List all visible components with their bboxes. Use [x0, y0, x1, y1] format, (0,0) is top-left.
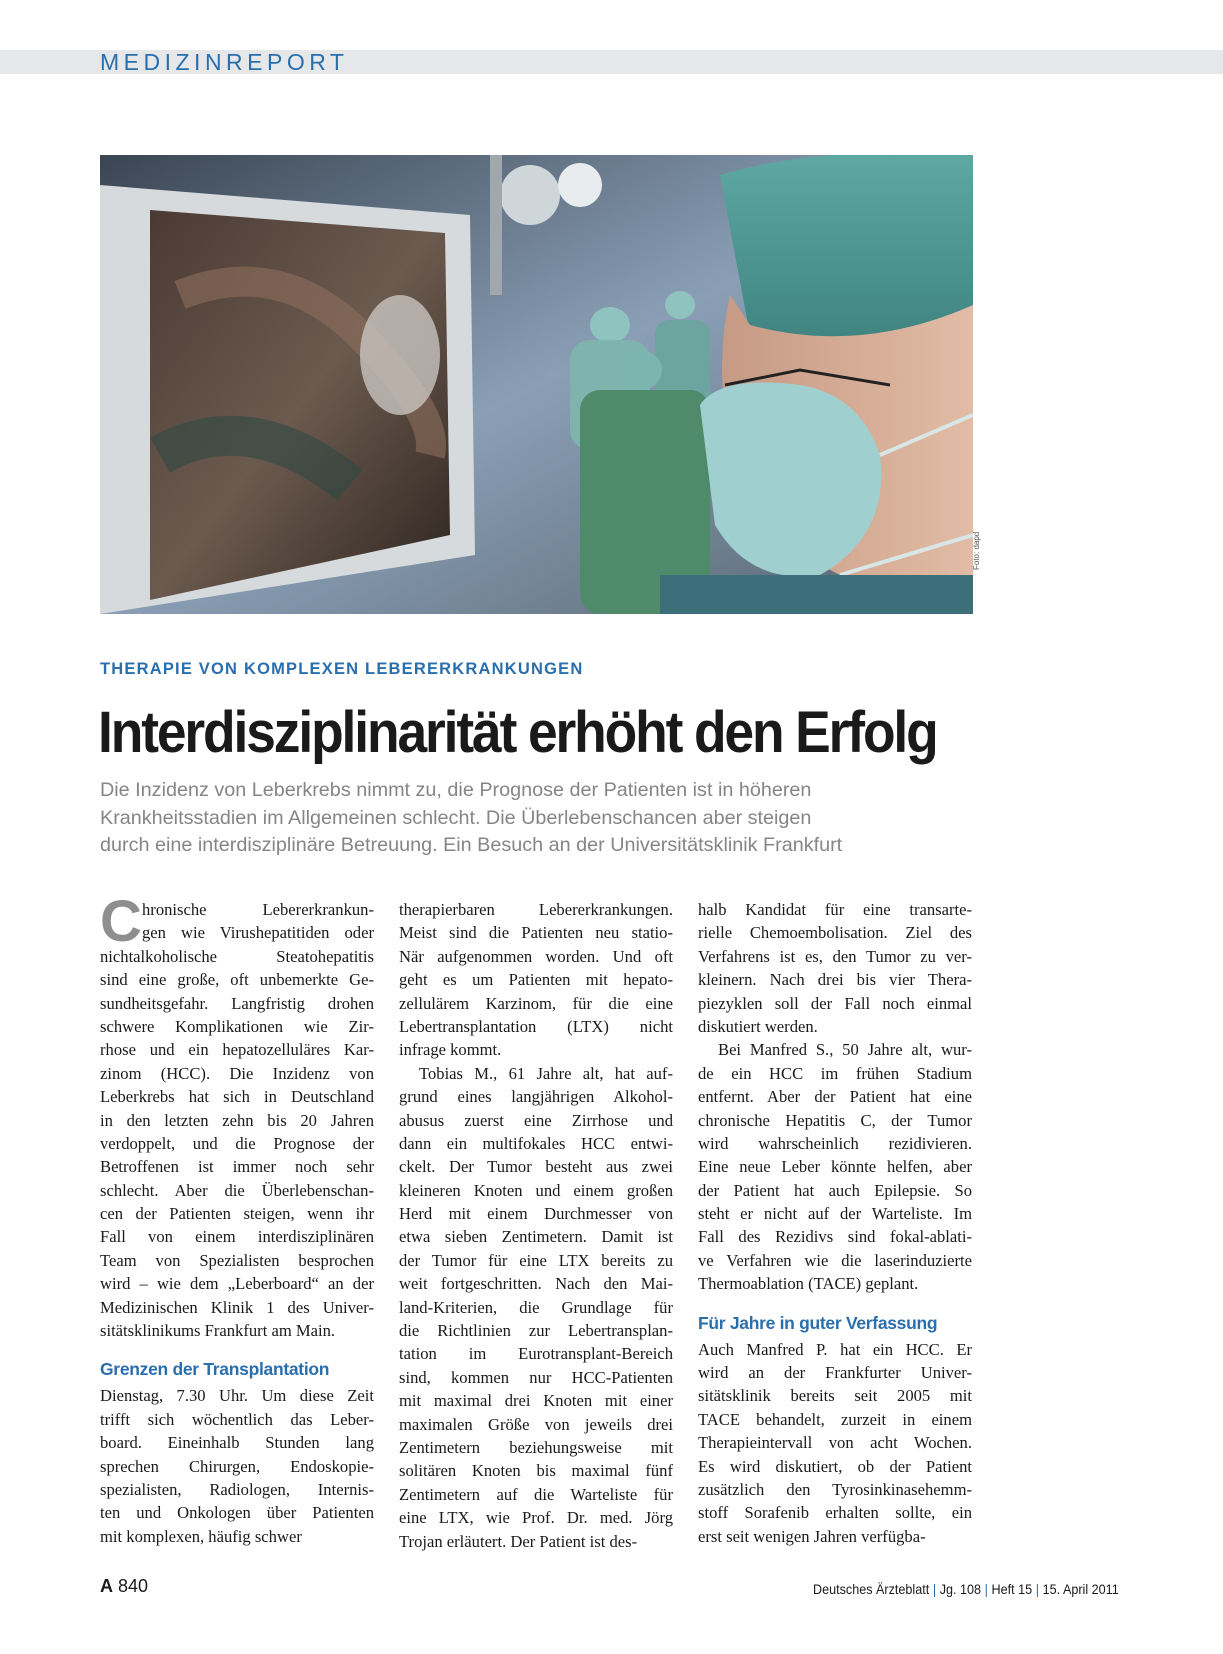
- subheading: Grenzen der Transplantation: [100, 1359, 330, 1380]
- paragraph: [399, 898, 673, 1062]
- text-line: stoff Sorafenib erhalten sollte, ein: [698, 1503, 972, 1523]
- text-line: TACE behandelt, zurzeit in einem: [698, 1409, 972, 1429]
- section-label: MEDIZINREPORT: [100, 49, 349, 75]
- text-line: Therapieintervall von acht Wochen.: [698, 1433, 972, 1453]
- text-line: Fall von einem interdisziplinären: [100, 1227, 374, 1247]
- text-line: chronische Hepatitis C, der Tumor: [698, 1110, 972, 1130]
- article-kicker: THERAPIE VON KOMPLEXEN LEBERERKRANKUNGEN: [100, 660, 584, 678]
- text-line: tation im Eurotransplant-Bereich: [399, 1344, 673, 1364]
- text-line: Lebertransplantation (LTX) nicht: [399, 1016, 673, 1036]
- text-line: steht er nicht auf der Warteliste. Im: [698, 1204, 972, 1224]
- separator: |: [933, 1581, 937, 1597]
- paragraph: [698, 1338, 972, 1549]
- text-line: verdoppelt, und die Prognose der: [100, 1133, 374, 1153]
- text-line: board. Eineinhalb Stunden lang: [100, 1433, 374, 1453]
- text-line: Tobias M., 61 Jahre alt, hat auf-: [419, 1063, 673, 1083]
- text-line: Leberkrebs hat sich in Deutschland: [100, 1087, 374, 1107]
- text-line: Es wird diskutiert, ob der Patient: [698, 1456, 972, 1476]
- journal-date: 15. April 2011: [1042, 1581, 1119, 1597]
- text-line: Verfahrens ist es, den Tumor zu ver-: [698, 946, 972, 966]
- journal-name: Deutsches Ärzteblatt: [813, 1581, 930, 1597]
- article-intro: [100, 777, 980, 860]
- text-line: Auch Manfred P. hat ein HCC. Er: [698, 1339, 972, 1359]
- text-line: Meist sind die Patienten neu statio-: [399, 923, 673, 943]
- text-line: Betroffenen ist immer noch sehr: [100, 1157, 374, 1177]
- text-line: Herd mit einem Durchmesser von: [399, 1204, 673, 1224]
- text-line: Zentimetern auf die Warteliste für: [399, 1484, 673, 1504]
- text-line: rhose und ein hepatozelluläres Kar-: [100, 1040, 374, 1060]
- footer-info: [813, 1581, 1119, 1597]
- text-line: sind, kommen nur HCC-Patienten: [399, 1367, 673, 1387]
- article-headline: Interdisziplinarität erhöht den Erfolg: [98, 700, 937, 765]
- text-line: Medizinischen Klinik 1 des Univer-: [100, 1297, 374, 1317]
- text-line: ckelt. Der Tumor besteht aus zwei: [399, 1157, 673, 1177]
- text-column-1: [100, 889, 374, 1548]
- text-line: hronische Lebererkrankun-: [142, 900, 374, 919]
- text-line: zusätzlich den Tyrosinkinasehemm-: [698, 1479, 972, 1499]
- text-line: wird wahrscheinlich rezidivieren.: [698, 1133, 972, 1153]
- page-number-value: 840: [118, 1576, 149, 1596]
- text-line: der Patient hat auch Epilepsie. So: [698, 1180, 972, 1200]
- text-line: therapierbaren Lebererkrankungen.: [399, 900, 673, 919]
- text-line: sitätsklinikums Frankfurt am Main.: [100, 1321, 336, 1341]
- text-line: grund eines langjährigen Alkohol-: [399, 1087, 673, 1107]
- text-line: mit komplexen, häufig schwer: [100, 1526, 302, 1546]
- text-line: När aufgenommen worden. Und oft: [399, 946, 673, 966]
- intro-line: durch eine interdisziplinäre Betreuung. Ein Besuch an der Universitätsklinik Frankfurt: [100, 834, 843, 856]
- text-line: mit maximal drei Knoten mit einer: [399, 1391, 673, 1411]
- text-line: erst seit wenigen Jahren verfügba-: [698, 1526, 926, 1546]
- text-line: zinom (HCC). Die Inzidenz von: [100, 1063, 374, 1083]
- drop-cap: C: [100, 889, 142, 954]
- text-line: land-Kriterien, die Grundlage für: [399, 1297, 673, 1317]
- journal-issue: Heft 15: [991, 1581, 1033, 1597]
- text-line: entfernt. Aber der Patient hat eine: [698, 1087, 972, 1107]
- text-line: sitätsklinik bereits seit 2005 mit: [698, 1386, 972, 1406]
- text-line: dann ein multifokales HCC entwi-: [399, 1133, 673, 1153]
- text-line: halb Kandidat für eine transarte-: [698, 900, 972, 919]
- paragraph: [698, 898, 972, 1038]
- text-line: weit fortgeschritten. Nach den Mai-: [399, 1274, 673, 1294]
- text-line: wird – wie dem „Leberboard“ an der: [100, 1274, 374, 1294]
- text-line: kleinern. Nach drei bis vier Thera-: [698, 970, 972, 990]
- text-line: etwa sieben Zentimetern. Damit ist: [399, 1227, 673, 1247]
- text-line: zellulärem Karzinom, für die eine: [399, 993, 673, 1013]
- text-line: sundheitsgefahr. Langfristig drohen: [100, 993, 374, 1013]
- page-prefix: A: [100, 1576, 113, 1596]
- paragraph: [698, 1038, 972, 1295]
- text-line: geht es um Patienten mit hepato-: [399, 970, 673, 990]
- text-line: cen der Patienten steigen, wenn ihr: [100, 1204, 374, 1224]
- separator: |: [1035, 1581, 1040, 1597]
- paragraph: [100, 889, 374, 1342]
- text-line: Team von Spezialisten besprochen: [100, 1250, 374, 1270]
- text-line: wird an der Frankfurter Univer-: [698, 1363, 972, 1383]
- article-photo: [100, 155, 973, 614]
- text-line: ve Verfahren wie die laserinduzierte: [698, 1250, 972, 1270]
- text-line: Bei Manfred S., 50 Jahre alt, wur-: [718, 1040, 972, 1060]
- journal-volume: Jg. 108: [939, 1581, 982, 1597]
- text-line: Eine neue Leber könnte helfen, aber: [698, 1157, 972, 1177]
- text-line: in den letzten zehn bis 20 Jahren: [100, 1110, 374, 1130]
- text-line: Fall des Rezidivs sind fokal-ablati-: [698, 1227, 972, 1247]
- text-line: diskutiert werden.: [698, 1016, 818, 1036]
- text-column-2: [399, 898, 673, 1553]
- text-line: rielle Chemoembolisation. Ziel des: [698, 923, 972, 943]
- text-line: nichtalkoholische Steatohepatitis: [100, 946, 374, 966]
- text-line: abusus zuerst eine Zirrhose und: [399, 1110, 673, 1130]
- separator: |: [984, 1581, 989, 1597]
- text-line: Zentimetern beziehungsweise mit: [399, 1437, 673, 1457]
- text-line: eine LTX, wie Prof. Dr. med. Jörg: [399, 1508, 673, 1528]
- text-column-3: [698, 898, 972, 1548]
- text-line: schwere Komplikationen wie Zir-: [100, 1016, 374, 1036]
- text-line: ten und Onkologen über Patienten: [100, 1503, 374, 1523]
- page-number: [100, 1576, 148, 1597]
- text-line: Thermoablation (TACE) geplant.: [698, 1274, 919, 1294]
- intro-line: Krankheitsstadien im Allgemeinen schlecht. Die Überlebenschancen aber steigen: [100, 806, 812, 829]
- text-line: maximalen Größe von jeweils drei: [399, 1414, 673, 1434]
- intro-line: Die Inzidenz von Leberkrebs nimmt zu, die Prognose der Patienten ist in höheren: [100, 779, 812, 801]
- text-line: der Tumor für eine LTX bereits zu: [399, 1250, 673, 1270]
- paragraph: [100, 1384, 374, 1548]
- text-line: piezyklen soll der Fall noch einmal: [698, 993, 972, 1013]
- text-line: sprechen Chirurgen, Endoskopie-: [100, 1456, 374, 1476]
- photo-credit: Foto: dapd: [972, 531, 981, 570]
- text-line: Trojan erläutert. Der Patient ist des-: [399, 1531, 638, 1551]
- text-line: sind eine große, oft unbemerkte Ge-: [100, 970, 374, 990]
- text-line: Dienstag, 7.30 Uhr. Um diese Zeit: [100, 1386, 374, 1406]
- text-line: kleineren Knoten und einem großen: [399, 1180, 673, 1200]
- paragraph: [399, 1062, 673, 1553]
- text-line: spezialisten, Radiologen, Internis-: [100, 1479, 374, 1499]
- text-line: trifft sich wöchentlich das Leber-: [100, 1409, 374, 1429]
- subheading: Für Jahre in guter Verfassung: [698, 1312, 938, 1333]
- text-line: gen wie Virushepatitiden oder: [142, 923, 374, 943]
- text-line: schlecht. Aber die Überlebenschan-: [100, 1180, 374, 1200]
- text-line: de ein HCC im frühen Stadium: [698, 1063, 972, 1083]
- text-line: solitären Knoten bis maximal fünf: [399, 1461, 673, 1481]
- text-line: die Richtlinien zur Lebertransplan-: [399, 1321, 673, 1341]
- text-line: infrage kommt.: [399, 1040, 502, 1060]
